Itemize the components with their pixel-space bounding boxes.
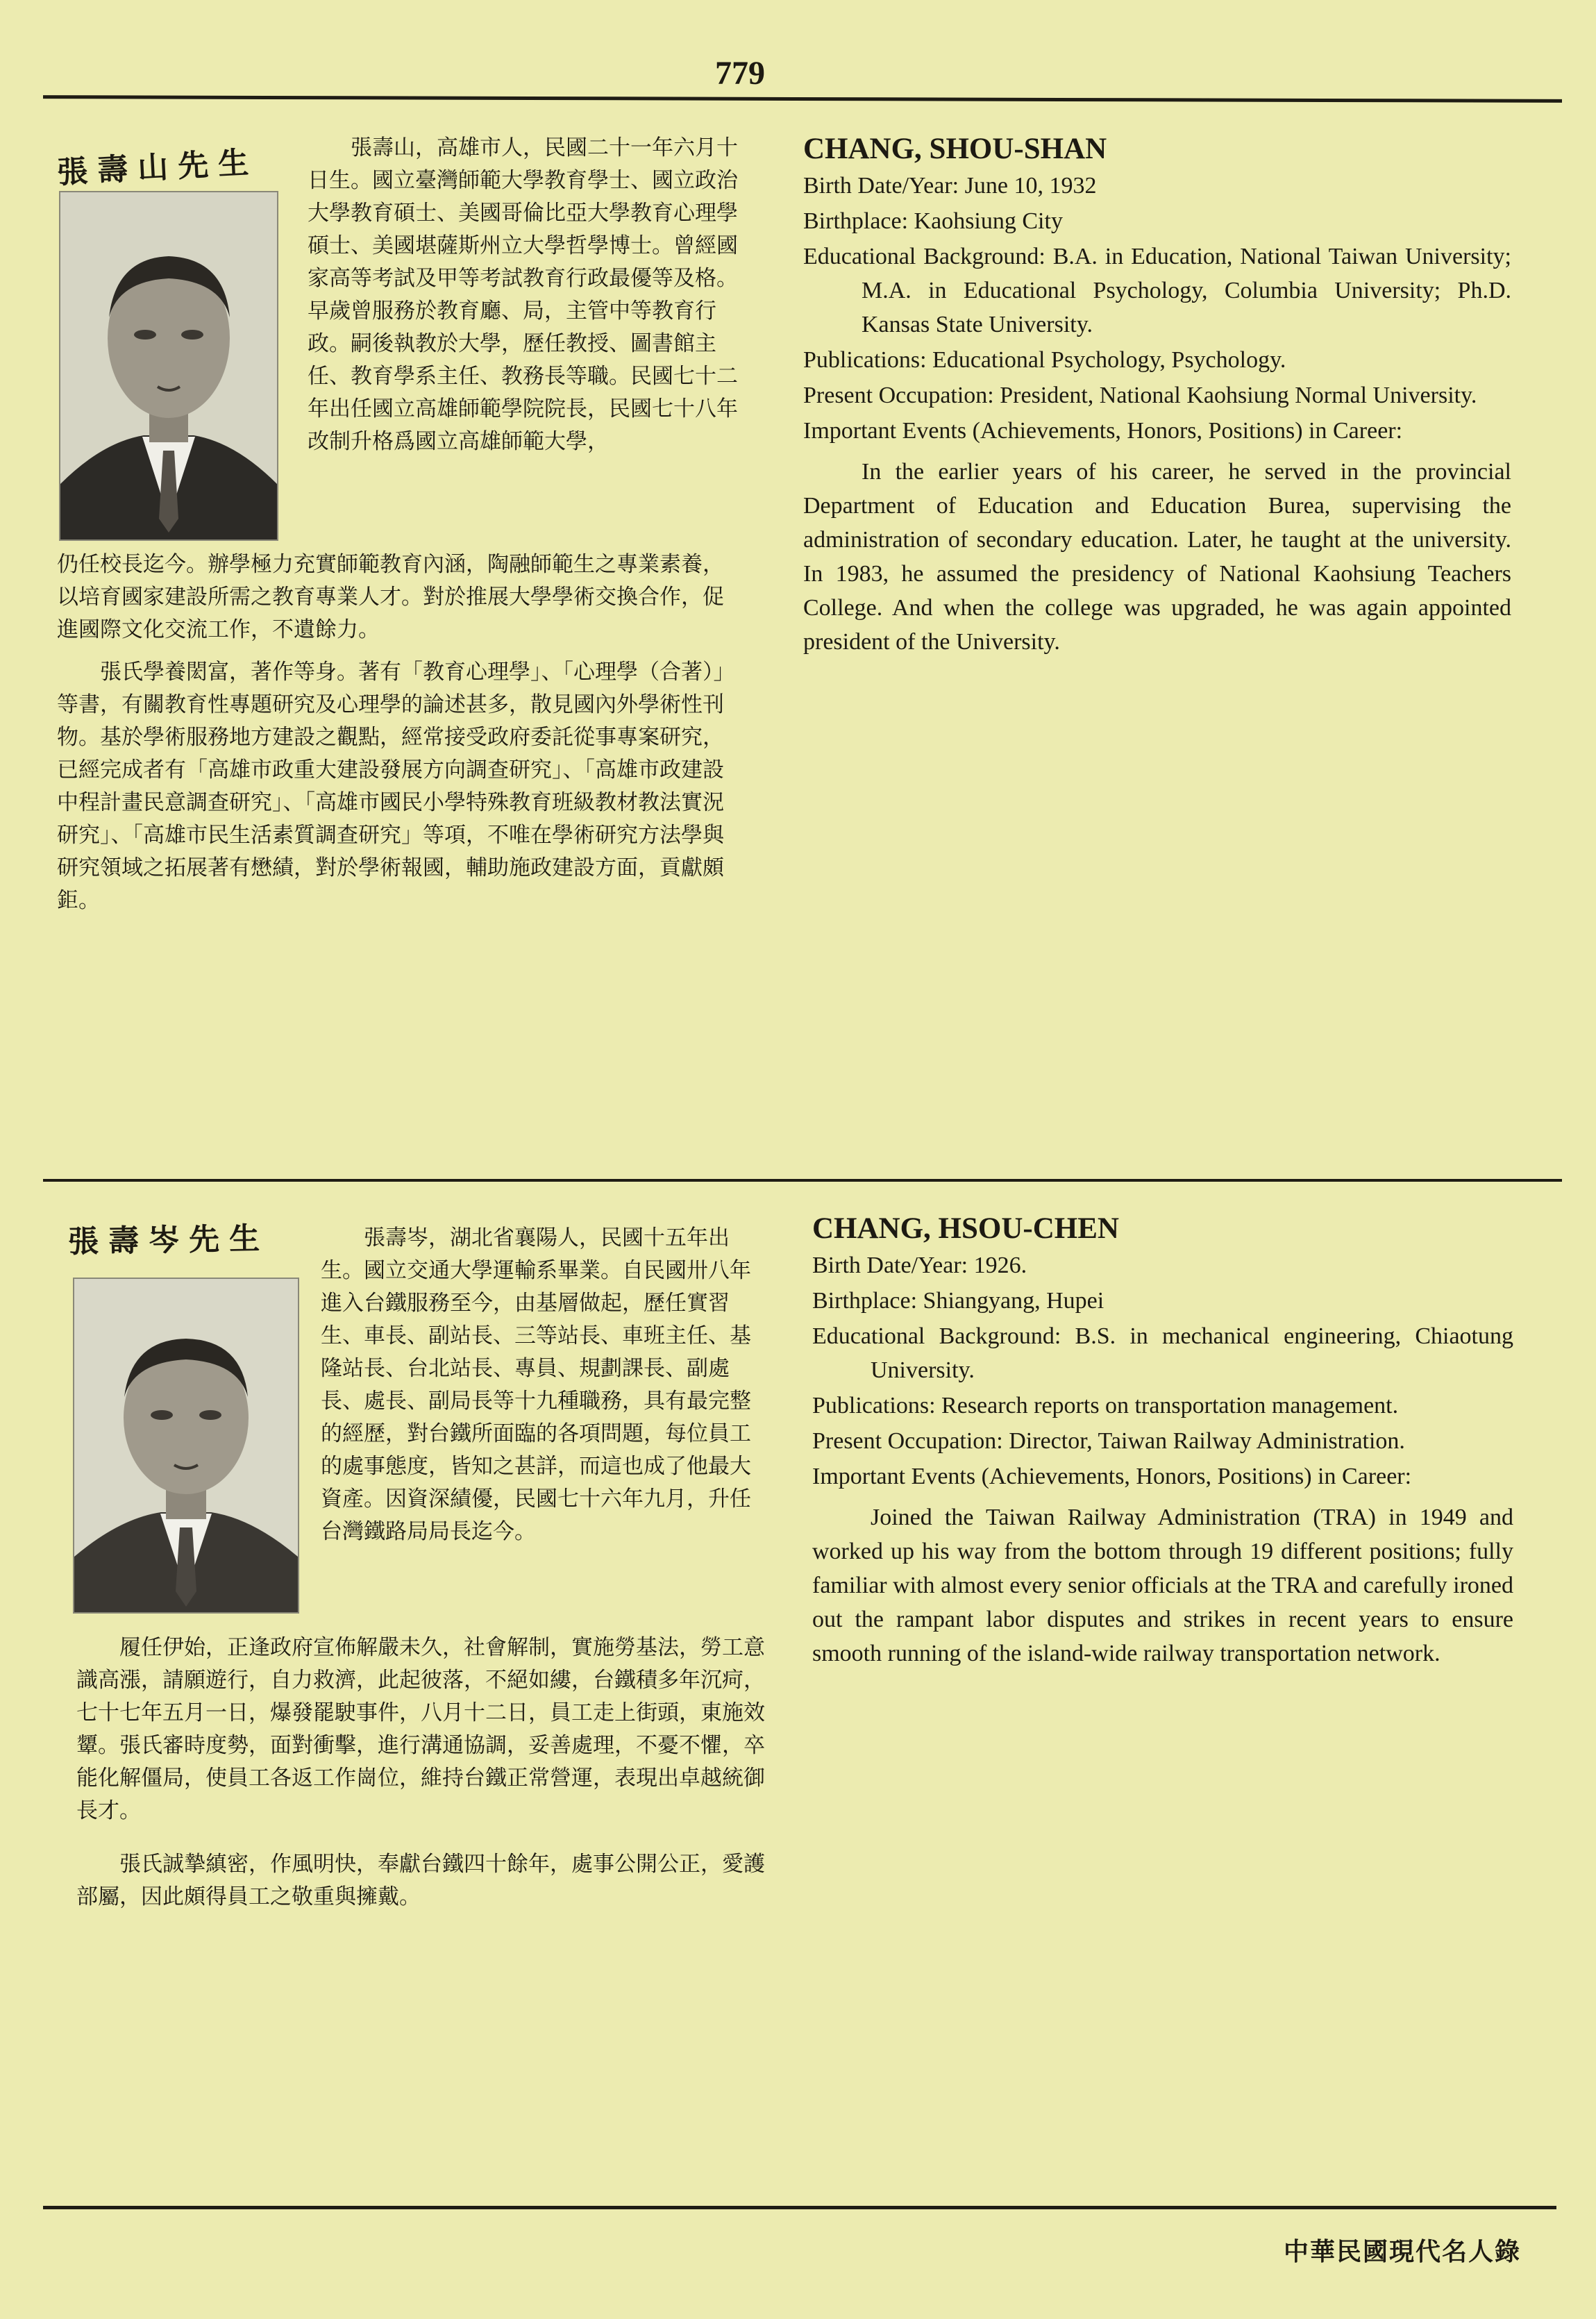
birth-date: Birth Date/Year: 1926. [812,1253,1027,1278]
publications: Publications: Educational Psychology, Psychology. [803,347,1286,373]
birth-date: Birth Date/Year: June 10, 1932 [803,173,1097,199]
chinese-biography-intro: 張壽山，高雄市人，民國二十一年六月十日生。國立臺灣師範大學教育學士、國立政治大學教育碩士、美國哥倫比亞大學教育心理學碩士、美國堪薩斯州立大學哲學博士。曾經國家高等考試及甲等考試教育行政最優等及格。早歲曾服務於教育廳、局，主管中等教育行政。嗣後執教於大學，歷任教授、圖書館主任、教育學系主任、教務長等職。民國七十二年出任國立高雄師範學院院長，民國七十八年改制升格爲國立高雄師範大學， [308,135,738,454]
birthplace: Birthplace: Shiangyang, Hupei [812,1288,1104,1314]
chinese-biography-intro: 張壽岑，湖北省襄陽人，民國十五年出生。國立交通大學運輸系畢業。自民國卅八年進入台鐵服務至今，由基層做起，歷任實習生、車長、副站長、三等站長、車班主任、基隆站長、台北站長、專員、規劃課長、副處長、處長、副局長等十九種職務，具有最完整的經歷，對台鐵所面臨的各項問題，每位員工的處事態度，皆知之甚詳，而這也成了他最大資產。因資深績優，民國七十六年九月，升任台灣鐵路局局長迄今。 [321,1225,751,1544]
english-biography [803,132,1511,659]
chinese-biography-continued: 履任伊始，正逢政府宣佈解嚴未久，社會解制，實施勞基法，勞工意識高漲，請願遊行，自力救濟，此起彼落，不絕如縷，台鐵積多年沉疴，七十七年五月一日，爆發罷駛事件，八月十二日，員工走上街頭，東施效顰。張氏審時度勢，面對衝擊，進行溝通協調，妥善處理，不憂不懼，卒能化解僵局，使員工各返工作崗位，維持台鐵正常營運，表現出卓越統御長才。 張氏誠摯縝密，作風明快，奉獻台鐵四十餘年，處事公開公正，愛護部屬，因此頗得員工之敬重與擁戴。 [76,1635,765,1909]
chinese-name-heading: 張壽岑先生 [67,1221,270,1260]
important-events-heading: Important Events (Achievements, Honors, Positions) in Career: [812,1464,1412,1489]
book-title-footer: 中華民國現代名人錄 [1283,2238,1521,2266]
chinese-biography-continued: 仍任校長迄今。辦學極力充實師範教育內涵，陶融師範生之專業素養，以培育國家建設所需之教育專業人才。對於推展大學學術交換合作，促進國際文化交流工作，不遺餘力。 張氏學養閎富，著作等身。著有「教育心理學」、「心理學（合著）」等書，有關教育性專題研究及心理學的論述甚多，散見國內外學術性刊物。基於學術服務地方建設之觀點，經常接受政府委託從事專案研究，已經完成者有「高雄市政重大建設發展方向調查研究」、「高雄市政建設中程計畫民意調查研究」、「高雄市國民小學特殊教育班級教材教法實況研究」、「高雄市民生活素質調查研究」等項，不唯在學術研究方法學與研究領域之拓展著有懋績，對於學術報國，輔助施政建設方面，貢獻頗鉅。 [57,552,735,913]
biography-entry [0,1187,1596,2201]
important-events-heading: Important Events (Achievements, Honors, Positions) in Career: [803,418,1403,444]
present-occupation: Present Occupation: President, National Kaohsiung Normal University. [803,383,1477,408]
educational-background: Educational Background: B.S. in mechanical engineering, Chiaotung University. [812,1323,1513,1383]
publications: Publications: Research reports on transportation management. [812,1393,1399,1418]
english-biography [812,1212,1513,1671]
important-events-text: In the earlier years of his career, he served in the provincial Department of Education and Education Burea, supervising the administration of secondary education. Later, he taught at the university. In 1983, he assumed the presidency of National Kaohsiung Teachers College. And when the college was upgraded, he was again appointed president of the University. [803,459,1511,655]
portrait-photo [59,191,278,541]
important-events-text: Joined the Taiwan Railway Administration (TRA) in 1949 and worked up his way from the bottom through 19 different positions; fully familiar with almost every senior officials at the TRA and carefully ironed out the rampant labor disputes and strikes in recent years to ensure smooth running of the island-wide railway transportation network. [812,1505,1513,1666]
present-occupation: Present Occupation: Director, Taiwan Railway Administration. [812,1428,1405,1454]
top-rule [43,95,1562,103]
english-name-heading: CHANG, HSOU-CHEN [812,1212,1119,1245]
page-number: 779 [715,55,765,92]
biography-entry [0,104,1596,1173]
educational-background: Educational Background: B.A. in Education, National Taiwan University; M.A. in Educational Psychology, Columbia University; Ph.D. Kansas State University. [803,244,1511,337]
entry-divider [43,1179,1562,1182]
portrait-photo [73,1278,299,1614]
chinese-name-heading: 張壽山先生 [56,144,260,191]
bottom-rule [43,2206,1556,2209]
birthplace: Birthplace: Kaohsiung City [803,208,1063,234]
english-name-heading: CHANG, SHOU-SHAN [803,133,1107,165]
